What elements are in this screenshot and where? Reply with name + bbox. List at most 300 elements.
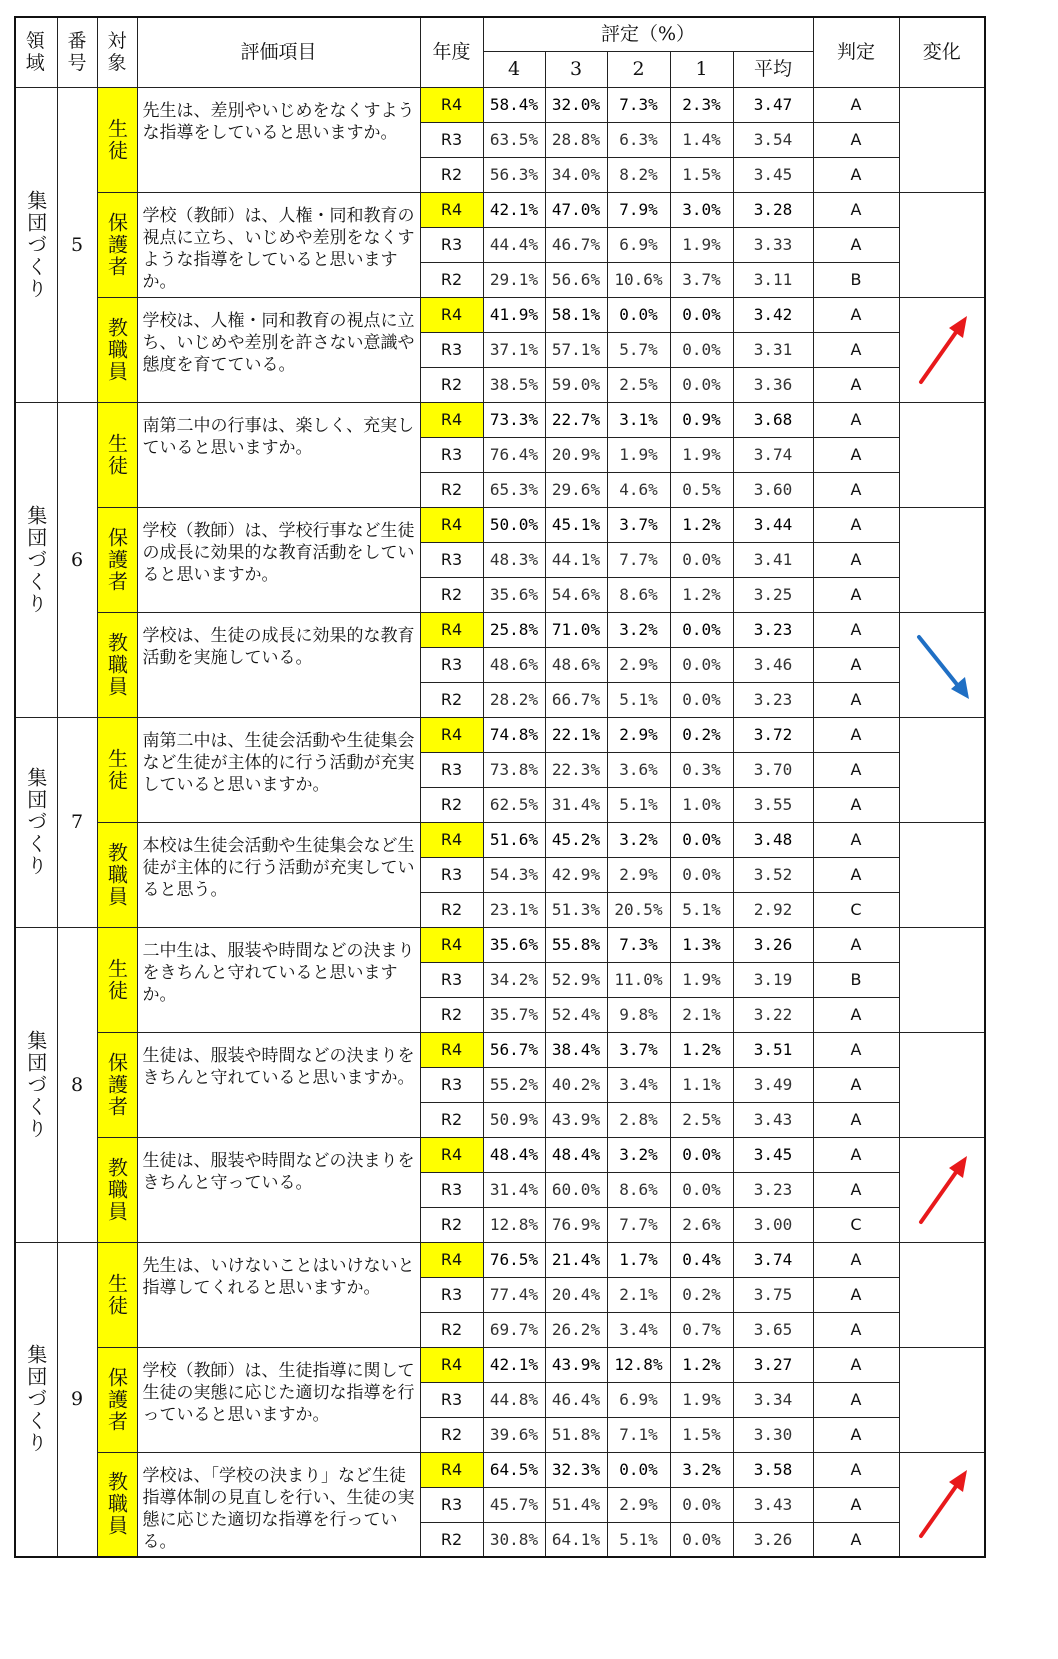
- average: 3.74: [733, 437, 813, 472]
- judgment: A: [813, 927, 899, 962]
- judgment: A: [813, 122, 899, 157]
- evaluation-item: 本校は生徒会活動や生徒集会など生徒が主体的に行う活動が充実していると思う。: [137, 822, 420, 927]
- target-label: 教職員: [104, 1156, 129, 1223]
- change-cell: [899, 402, 985, 507]
- percent-1: 0.0%: [670, 332, 733, 367]
- percent-2: 3.2%: [607, 612, 670, 647]
- percent-3: 57.1%: [545, 332, 607, 367]
- year-cell: R3: [420, 1067, 483, 1102]
- percent-4: 50.9%: [483, 1102, 545, 1137]
- percent-4: 65.3%: [483, 472, 545, 507]
- average: 3.28: [733, 192, 813, 227]
- header-year: 年度: [420, 17, 483, 87]
- percent-3: 26.2%: [545, 1312, 607, 1347]
- table-row: [15, 1347, 985, 1382]
- percent-1: 0.0%: [670, 857, 733, 892]
- average: 3.72: [733, 717, 813, 752]
- percent-3: 45.1%: [545, 507, 607, 542]
- change-cell: [899, 822, 985, 927]
- percent-2: 11.0%: [607, 962, 670, 997]
- average: 3.23: [733, 1172, 813, 1207]
- percent-1: 0.0%: [670, 367, 733, 402]
- evaluation-item: 南第二中の行事は、楽しく、充実していると思いますか。: [137, 402, 420, 507]
- header-col-3: 3: [545, 51, 607, 87]
- percent-3: 38.4%: [545, 1032, 607, 1067]
- judgment: A: [813, 1347, 899, 1382]
- percent-2: 5.7%: [607, 332, 670, 367]
- target-label: 教職員: [104, 1471, 129, 1538]
- percent-2: 7.7%: [607, 1207, 670, 1242]
- percent-4: 23.1%: [483, 892, 545, 927]
- domain-cell: [15, 1242, 57, 1557]
- percent-3: 58.1%: [545, 297, 607, 332]
- percent-3: 22.3%: [545, 752, 607, 787]
- average: 3.58: [733, 1452, 813, 1487]
- judgment: A: [813, 367, 899, 402]
- year-cell: R3: [420, 542, 483, 577]
- percent-2: 7.1%: [607, 1417, 670, 1452]
- table-row: [15, 297, 985, 332]
- change-cell: [899, 87, 985, 192]
- table-row: [15, 717, 985, 752]
- percent-4: 73.8%: [483, 752, 545, 787]
- average: 3.70: [733, 752, 813, 787]
- percent-4: 55.2%: [483, 1067, 545, 1102]
- percent-4: 48.3%: [483, 542, 545, 577]
- domain-cell: [15, 87, 57, 402]
- target-label: 生徒: [104, 957, 129, 1002]
- percent-4: 76.4%: [483, 437, 545, 472]
- evaluation-item: 南第二中は、生徒会活動や生徒集会など生徒が主体的に行う活動が充実していると思いますか。: [137, 717, 420, 822]
- percent-2: 2.9%: [607, 717, 670, 752]
- header-rating: 評定（%）: [483, 17, 813, 51]
- percent-2: 8.6%: [607, 1172, 670, 1207]
- target-cell: [97, 402, 137, 507]
- percent-1: 0.0%: [670, 1522, 733, 1557]
- target-label: 保護者: [104, 526, 129, 593]
- year-cell: R2: [420, 1417, 483, 1452]
- percent-1: 1.2%: [670, 1032, 733, 1067]
- judgment: A: [813, 1452, 899, 1487]
- percent-1: 0.0%: [670, 822, 733, 857]
- evaluation-item: 学校（教師）は、学校行事など生徒の成長に効果的な教育活動をしていると思いますか。: [137, 507, 420, 612]
- percent-1: 1.5%: [670, 1417, 733, 1452]
- percent-3: 60.0%: [545, 1172, 607, 1207]
- target-cell: [97, 822, 137, 927]
- percent-3: 76.9%: [545, 1207, 607, 1242]
- percent-2: 7.3%: [607, 87, 670, 122]
- percent-1: 5.1%: [670, 892, 733, 927]
- year-cell: R3: [420, 332, 483, 367]
- target-label: 生徒: [104, 432, 129, 477]
- average: 3.25: [733, 577, 813, 612]
- judgment: A: [813, 472, 899, 507]
- percent-1: 0.9%: [670, 402, 733, 437]
- percent-1: 2.5%: [670, 1102, 733, 1137]
- target-cell: [97, 1242, 137, 1347]
- year-cell: R2: [420, 1102, 483, 1137]
- average: 3.49: [733, 1067, 813, 1102]
- percent-4: 44.8%: [483, 1382, 545, 1417]
- header-col-avg: 平均: [733, 51, 813, 87]
- percent-3: 51.3%: [545, 892, 607, 927]
- judgment: C: [813, 1207, 899, 1242]
- average: 3.55: [733, 787, 813, 822]
- header-change: 変化: [899, 17, 985, 87]
- percent-3: 52.4%: [545, 997, 607, 1032]
- table-row: [15, 1452, 985, 1487]
- average: 3.54: [733, 122, 813, 157]
- percent-4: 48.6%: [483, 647, 545, 682]
- average: 3.31: [733, 332, 813, 367]
- percent-4: 37.1%: [483, 332, 545, 367]
- percent-4: 42.1%: [483, 192, 545, 227]
- year-cell: R4: [420, 87, 483, 122]
- change-cell: [899, 507, 985, 612]
- year-cell: R2: [420, 157, 483, 192]
- item-number: 9: [57, 1242, 97, 1557]
- target-label: 生徒: [104, 117, 129, 162]
- average: 3.26: [733, 1522, 813, 1557]
- table-row: [15, 1032, 985, 1067]
- domain-label: 集団づくり: [23, 504, 48, 615]
- domain-cell: [15, 927, 57, 1242]
- average: 3.22: [733, 997, 813, 1032]
- percent-2: 20.5%: [607, 892, 670, 927]
- year-cell: R2: [420, 787, 483, 822]
- percent-1: 1.9%: [670, 227, 733, 262]
- average: 3.45: [733, 1137, 813, 1172]
- arrow-up-icon: [907, 1464, 977, 1544]
- target-cell: [97, 612, 137, 717]
- year-cell: R4: [420, 927, 483, 962]
- percent-1: 1.0%: [670, 787, 733, 822]
- percent-2: 6.9%: [607, 227, 670, 262]
- year-cell: R3: [420, 227, 483, 262]
- table-row: [15, 612, 985, 647]
- percent-2: 3.6%: [607, 752, 670, 787]
- target-cell: [97, 192, 137, 297]
- percent-4: 39.6%: [483, 1417, 545, 1452]
- percent-3: 20.9%: [545, 437, 607, 472]
- percent-3: 51.8%: [545, 1417, 607, 1452]
- arrow-up-icon: [907, 1150, 977, 1230]
- table-row: [15, 87, 985, 122]
- year-cell: R3: [420, 1172, 483, 1207]
- percent-3: 32.0%: [545, 87, 607, 122]
- year-cell: R4: [420, 612, 483, 647]
- item-number: 7: [57, 717, 97, 927]
- header-col-1: 1: [670, 51, 733, 87]
- percent-4: 48.4%: [483, 1137, 545, 1172]
- percent-4: 45.7%: [483, 1487, 545, 1522]
- percent-3: 56.6%: [545, 262, 607, 297]
- table-row: [15, 927, 985, 962]
- target-label: 生徒: [104, 1272, 129, 1317]
- average: 3.33: [733, 227, 813, 262]
- judgment: A: [813, 192, 899, 227]
- average: 3.30: [733, 1417, 813, 1452]
- percent-4: 76.5%: [483, 1242, 545, 1277]
- change-cell: [899, 927, 985, 1032]
- judgment: A: [813, 1137, 899, 1172]
- percent-4: 35.6%: [483, 577, 545, 612]
- percent-3: 71.0%: [545, 612, 607, 647]
- average: 3.11: [733, 262, 813, 297]
- target-cell: [97, 927, 137, 1032]
- domain-label: 集団づくり: [23, 189, 48, 300]
- evaluation-table: [14, 16, 986, 1558]
- judgment: A: [813, 332, 899, 367]
- percent-1: 0.7%: [670, 1312, 733, 1347]
- domain-cell: [15, 717, 57, 927]
- judgment: A: [813, 1277, 899, 1312]
- table-row: [15, 507, 985, 542]
- average: 3.52: [733, 857, 813, 892]
- judgment: C: [813, 892, 899, 927]
- percent-1: 0.0%: [670, 647, 733, 682]
- judgment: A: [813, 1487, 899, 1522]
- domain-label: 集団づくり: [23, 767, 48, 877]
- percent-3: 21.4%: [545, 1242, 607, 1277]
- arrow-up-icon: [907, 310, 977, 390]
- average: 3.68: [733, 402, 813, 437]
- percent-2: 7.7%: [607, 542, 670, 577]
- percent-3: 59.0%: [545, 367, 607, 402]
- target-label: 保護者: [104, 1051, 129, 1118]
- judgment: A: [813, 87, 899, 122]
- percent-2: 3.4%: [607, 1312, 670, 1347]
- judgment: A: [813, 1522, 899, 1557]
- percent-3: 40.2%: [545, 1067, 607, 1102]
- year-cell: R3: [420, 122, 483, 157]
- evaluation-item: 先生は、差別やいじめをなくすような指導をしていると思いますか。: [137, 87, 420, 192]
- year-cell: R2: [420, 1522, 483, 1557]
- year-cell: R4: [420, 1137, 483, 1172]
- change-cell: [899, 1137, 985, 1242]
- judgment: A: [813, 612, 899, 647]
- percent-2: 6.3%: [607, 122, 670, 157]
- percent-2: 2.9%: [607, 1487, 670, 1522]
- percent-4: 74.8%: [483, 717, 545, 752]
- header-col-2: 2: [607, 51, 670, 87]
- percent-1: 3.0%: [670, 192, 733, 227]
- header-col-4: 4: [483, 51, 545, 87]
- year-cell: R4: [420, 822, 483, 857]
- percent-3: 54.6%: [545, 577, 607, 612]
- header-domain: 領域: [15, 17, 57, 87]
- average: 3.23: [733, 612, 813, 647]
- judgment: A: [813, 997, 899, 1032]
- percent-2: 12.8%: [607, 1347, 670, 1382]
- percent-2: 3.1%: [607, 402, 670, 437]
- target-label: 教職員: [104, 841, 129, 908]
- average: 2.92: [733, 892, 813, 927]
- year-cell: R4: [420, 1452, 483, 1487]
- average: 3.48: [733, 822, 813, 857]
- percent-3: 51.4%: [545, 1487, 607, 1522]
- percent-4: 73.3%: [483, 402, 545, 437]
- percent-2: 2.1%: [607, 1277, 670, 1312]
- percent-2: 10.6%: [607, 262, 670, 297]
- percent-3: 22.1%: [545, 717, 607, 752]
- average: 3.51: [733, 1032, 813, 1067]
- item-number: 5: [57, 87, 97, 402]
- percent-2: 0.0%: [607, 1452, 670, 1487]
- percent-1: 1.3%: [670, 927, 733, 962]
- table-row: [15, 402, 985, 437]
- evaluation-item: 生徒は、服装や時間などの決まりをきちんと守っている。: [137, 1137, 420, 1242]
- average: 3.65: [733, 1312, 813, 1347]
- percent-1: 1.9%: [670, 962, 733, 997]
- judgment: A: [813, 857, 899, 892]
- year-cell: R2: [420, 1207, 483, 1242]
- change-cell: [899, 1347, 985, 1452]
- percent-4: 29.1%: [483, 262, 545, 297]
- table-row: [15, 1137, 985, 1172]
- year-cell: R2: [420, 997, 483, 1032]
- evaluation-item: 学校は、人権・同和教育の視点に立ち、いじめや差別を許さない意識や態度を育てている。: [137, 297, 420, 402]
- percent-4: 56.7%: [483, 1032, 545, 1067]
- judgment: A: [813, 787, 899, 822]
- percent-4: 56.3%: [483, 157, 545, 192]
- percent-1: 2.3%: [670, 87, 733, 122]
- average: 3.27: [733, 1347, 813, 1382]
- judgment: A: [813, 507, 899, 542]
- target-cell: [97, 87, 137, 192]
- percent-1: 3.7%: [670, 262, 733, 297]
- change-cell: [899, 192, 985, 297]
- year-cell: R4: [420, 192, 483, 227]
- table-row: [15, 1242, 985, 1277]
- percent-4: 64.5%: [483, 1452, 545, 1487]
- average: 3.60: [733, 472, 813, 507]
- judgment: A: [813, 1242, 899, 1277]
- percent-3: 28.8%: [545, 122, 607, 157]
- percent-4: 42.1%: [483, 1347, 545, 1382]
- percent-2: 7.3%: [607, 927, 670, 962]
- percent-3: 42.9%: [545, 857, 607, 892]
- target-cell: [97, 507, 137, 612]
- percent-4: 51.6%: [483, 822, 545, 857]
- target-cell: [97, 297, 137, 402]
- percent-2: 8.2%: [607, 157, 670, 192]
- percent-1: 0.0%: [670, 612, 733, 647]
- domain-label: 集団づくり: [23, 1344, 48, 1455]
- percent-3: 32.3%: [545, 1452, 607, 1487]
- percent-3: 43.9%: [545, 1102, 607, 1137]
- table-row: [15, 192, 985, 227]
- target-cell: [97, 717, 137, 822]
- percent-3: 44.1%: [545, 542, 607, 577]
- average: 3.36: [733, 367, 813, 402]
- percent-2: 3.7%: [607, 1032, 670, 1067]
- percent-2: 3.2%: [607, 822, 670, 857]
- year-cell: R3: [420, 857, 483, 892]
- evaluation-item: 先生は、いけないことはいけないと指導してくれると思いますか。: [137, 1242, 420, 1347]
- percent-2: 1.9%: [607, 437, 670, 472]
- judgment: A: [813, 822, 899, 857]
- percent-2: 5.1%: [607, 787, 670, 822]
- percent-3: 34.0%: [545, 157, 607, 192]
- average: 3.43: [733, 1102, 813, 1137]
- percent-3: 45.2%: [545, 822, 607, 857]
- percent-3: 66.7%: [545, 682, 607, 717]
- percent-4: 35.7%: [483, 997, 545, 1032]
- year-cell: R3: [420, 1487, 483, 1522]
- year-cell: R4: [420, 1347, 483, 1382]
- percent-1: 0.0%: [670, 1172, 733, 1207]
- header-judgment: 判定: [813, 17, 899, 87]
- percent-4: 50.0%: [483, 507, 545, 542]
- percent-1: 0.0%: [670, 1137, 733, 1172]
- judgment: A: [813, 297, 899, 332]
- percent-1: 0.3%: [670, 752, 733, 787]
- header-item: 評価項目: [137, 17, 420, 87]
- judgment: A: [813, 437, 899, 472]
- year-cell: R3: [420, 647, 483, 682]
- domain-cell: [15, 402, 57, 717]
- percent-1: 1.1%: [670, 1067, 733, 1102]
- percent-1: 0.0%: [670, 297, 733, 332]
- target-cell: [97, 1347, 137, 1452]
- year-cell: R4: [420, 507, 483, 542]
- change-cell: [899, 612, 985, 717]
- judgment: A: [813, 577, 899, 612]
- percent-1: 1.5%: [670, 157, 733, 192]
- evaluation-item: 学校（教師）は、生徒指導に関して生徒の実態に応じた適切な指導を行っていると思いますか。: [137, 1347, 420, 1452]
- change-cell: [899, 1032, 985, 1137]
- percent-3: 46.7%: [545, 227, 607, 262]
- item-number: 8: [57, 927, 97, 1242]
- percent-1: 2.1%: [670, 997, 733, 1032]
- average: 3.45: [733, 157, 813, 192]
- percent-1: 0.4%: [670, 1242, 733, 1277]
- percent-2: 1.7%: [607, 1242, 670, 1277]
- percent-2: 2.8%: [607, 1102, 670, 1137]
- target-cell: [97, 1137, 137, 1242]
- percent-2: 5.1%: [607, 682, 670, 717]
- judgment: A: [813, 227, 899, 262]
- average: 3.42: [733, 297, 813, 332]
- judgment: A: [813, 1312, 899, 1347]
- year-cell: R4: [420, 402, 483, 437]
- percent-2: 6.9%: [607, 1382, 670, 1417]
- percent-1: 0.0%: [670, 1487, 733, 1522]
- percent-3: 46.4%: [545, 1382, 607, 1417]
- target-cell: [97, 1452, 137, 1557]
- year-cell: R3: [420, 752, 483, 787]
- percent-4: 35.6%: [483, 927, 545, 962]
- percent-1: 0.2%: [670, 1277, 733, 1312]
- percent-3: 22.7%: [545, 402, 607, 437]
- judgment: A: [813, 1382, 899, 1417]
- judgment: A: [813, 1032, 899, 1067]
- judgment: A: [813, 717, 899, 752]
- percent-4: 31.4%: [483, 1172, 545, 1207]
- percent-4: 28.2%: [483, 682, 545, 717]
- judgment: A: [813, 752, 899, 787]
- table-body: [15, 87, 985, 1557]
- domain-label: 集団づくり: [23, 1029, 48, 1140]
- percent-2: 3.2%: [607, 1137, 670, 1172]
- average: 3.74: [733, 1242, 813, 1277]
- evaluation-item: 学校は、「学校の決まり」など生徒指導体制の見直しを行い、生徒の実態に応じた適切な指導を行っている。: [137, 1452, 420, 1557]
- evaluation-item: 学校（教師）は、人権・同和教育の視点に立ち、いじめや差別をなくすような指導をしていると思いますか。: [137, 192, 420, 297]
- percent-4: 30.8%: [483, 1522, 545, 1557]
- percent-1: 1.4%: [670, 122, 733, 157]
- percent-1: 1.9%: [670, 437, 733, 472]
